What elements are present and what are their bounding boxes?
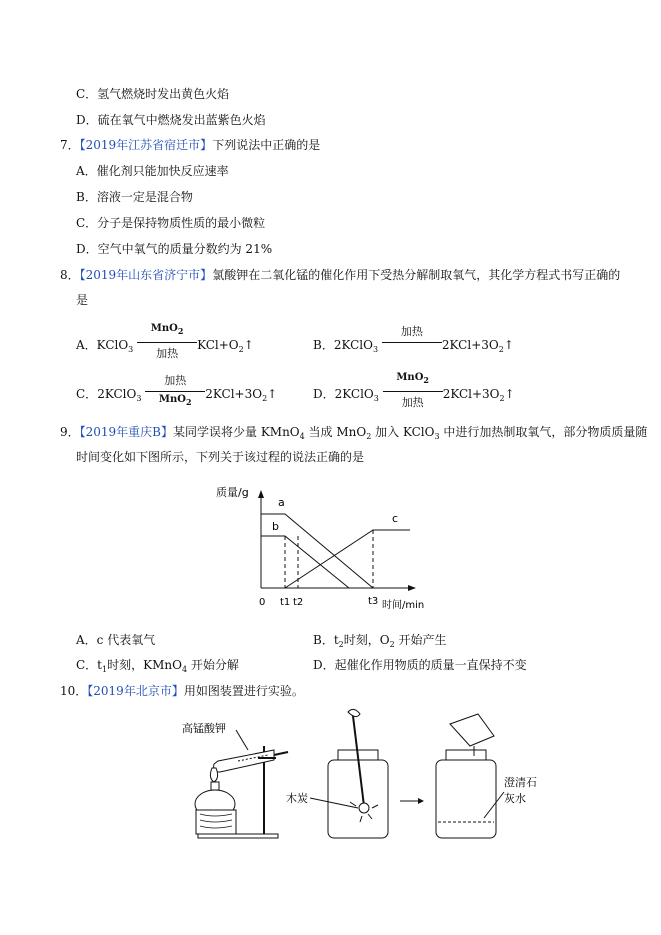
q8-d-condition — [383, 372, 443, 409]
q8-c-sub: 3 — [136, 394, 142, 403]
label-limewater-2: 灰水 — [504, 792, 526, 805]
chart-label-c: c — [392, 512, 399, 525]
chart-tick-0: 0 — [259, 597, 266, 608]
q7-option-a: A．催化剂只能加快反应速率 — [76, 164, 229, 178]
q8-b-right: 2KCl+3O — [441, 338, 499, 352]
q8-d-left: 2KClO — [334, 387, 374, 401]
label-limewater-1: 澄清石 — [504, 776, 537, 789]
q9-sub2: 2 — [366, 432, 372, 441]
q9-number: 9． — [60, 425, 80, 439]
q9-option-c: C．$t_1$时刻，KMnO$_4$ 开始分解 — [76, 658, 239, 674]
q7-option-d: D．空气中氧气的质量分数约为 21% — [76, 242, 273, 256]
kmno4-pointer — [236, 730, 248, 750]
q7-stem — [60, 137, 320, 153]
chart-series-b — [261, 536, 349, 588]
q6-option-d: D．硫在氧气中燃烧发出蓝紫色火焰 — [76, 113, 266, 127]
chart-series-c — [285, 530, 410, 588]
q9-sub3: 3 — [434, 432, 440, 441]
q8-a-label: A． — [76, 338, 97, 352]
q9-stem-a: 某同学误将少量 KMnO — [173, 425, 300, 439]
chart-tick-t1: t1 — [280, 597, 291, 608]
q8-b-sub: 3 — [372, 345, 379, 354]
q8-b-left: 2KClO — [333, 338, 373, 352]
q8-a-sub2: 2 — [238, 345, 244, 354]
q8-stem — [60, 267, 620, 283]
q10-source: 【2019年北京市】 — [87, 684, 184, 698]
q8-option-d — [313, 372, 515, 409]
q8-a-right: KCl+O — [197, 338, 239, 352]
q9-source: 【2019年重庆B】 — [79, 425, 173, 439]
q9-option-b: B．$t_2$时刻，$O_2$ 开始产生 — [313, 633, 447, 649]
q8-b-over: 加热 — [400, 325, 423, 338]
q8-a-sub: 3 — [128, 345, 134, 354]
q9-option-d: D．起催化作用物质的质量一直保持不变 — [313, 658, 527, 672]
q9-stem-b: 当成 MnO — [304, 425, 367, 439]
q9-option-a: A．c 代表氧气 — [76, 633, 156, 647]
q8-a-under: 加热 — [156, 347, 179, 360]
q9-sub4: 4 — [299, 432, 305, 441]
chart-tick-t3: t3 — [368, 596, 379, 607]
q9-stem — [60, 424, 647, 445]
q8-d-sub: 3 — [373, 394, 379, 403]
q8-option-a — [76, 323, 254, 360]
stand-base — [198, 834, 278, 838]
q8-c-left: 2KClO — [97, 387, 137, 401]
q8-c-sub2: 2 — [262, 394, 268, 403]
q8-b-sub2: 2 — [498, 345, 504, 354]
q8-d-under: 加热 — [401, 396, 424, 409]
q7-option-c: C．分子是保持物质性质的最小微粒 — [76, 216, 266, 230]
q8-d-right: 2KCl+3O — [442, 387, 500, 401]
q8-c-over: 加热 — [164, 374, 187, 387]
q8-a-over: MnO$_2$ — [150, 323, 184, 336]
q9-stem-line2: 时间变化如下图所示，下列关于该过程的说法正确的是 — [76, 450, 365, 464]
q8-a-condition — [137, 323, 197, 360]
q8-b-bar — [382, 342, 442, 343]
chart-label-b: b — [272, 520, 279, 533]
q8-stem-line2: 是 — [76, 293, 89, 307]
q8-d-sub2: 2 — [499, 394, 505, 403]
q8-a-left: KClO — [96, 338, 129, 352]
q8-c-bar — [145, 391, 205, 392]
test-tube-icon — [214, 750, 288, 772]
q10-stem — [60, 683, 304, 699]
q8-b-label: B． — [313, 338, 334, 352]
q7-option-b: B．溶液一定是混合物 — [76, 190, 193, 204]
q9-mass-time-chart — [212, 478, 432, 618]
q8-a-bar — [137, 342, 197, 343]
q8-a-arrow: ↑ — [243, 338, 254, 352]
q7-number: 7． — [60, 138, 80, 152]
q8-c-arrow: ↑ — [267, 387, 278, 401]
q8-c-under: MnO$_2$ — [158, 394, 192, 407]
q8-c-right: 2KCl+3O — [205, 387, 263, 401]
chart-label-a: a — [278, 496, 285, 509]
q8-source: 【2019年山东省济宁市】 — [79, 268, 213, 282]
q8-b-condition — [382, 325, 442, 349]
q8-c-condition — [145, 374, 205, 407]
q8-option-c — [76, 374, 278, 407]
q7-source: 【2019年江苏省宿迁市】 — [79, 138, 213, 152]
q8-d-label: D． — [313, 387, 335, 401]
q8-c-label: C． — [76, 387, 98, 401]
q10-number: 10． — [60, 684, 88, 698]
gas-bottle-limewater-icon — [436, 714, 496, 838]
gas-bottle-charcoal-icon — [328, 709, 388, 838]
q8-d-over: MnO$_2$ — [396, 372, 429, 385]
q9-stem-c: 加入 KClO — [371, 425, 435, 439]
q8-d-arrow: ↑ — [504, 387, 515, 401]
chart-xlabel: 时间/min — [382, 600, 425, 611]
q6-option-c: C．氢气燃烧时发出黄色火焰 — [76, 87, 230, 101]
label-kmno4: 高锰酸钾 — [182, 722, 226, 735]
q8-option-b — [313, 325, 514, 354]
q7-stem-text: 下列说法中正确的是 — [212, 138, 321, 152]
q9-stem-d: 中进行加热制取氧气，部分物质质量随 — [439, 425, 648, 439]
q10-apparatus-figure — [178, 706, 558, 846]
chart-x-arrow — [408, 585, 416, 591]
q8-stem-line1: 氯酸钾在二氧化锰的催化作用下受热分解制取氧气，其化学方程式书写正确的 — [212, 268, 621, 282]
q8-number: 8． — [60, 268, 80, 282]
chart-tick-t2: t2 — [293, 597, 304, 608]
q8-d-bar — [383, 391, 443, 392]
chart-ylabel: 质量/g — [216, 486, 249, 499]
chart-y-arrow — [258, 490, 264, 498]
label-charcoal: 木炭 — [286, 792, 308, 805]
q8-b-arrow: ↑ — [503, 338, 514, 352]
q10-stem-text: 用如图装置进行实验。 — [183, 684, 304, 698]
